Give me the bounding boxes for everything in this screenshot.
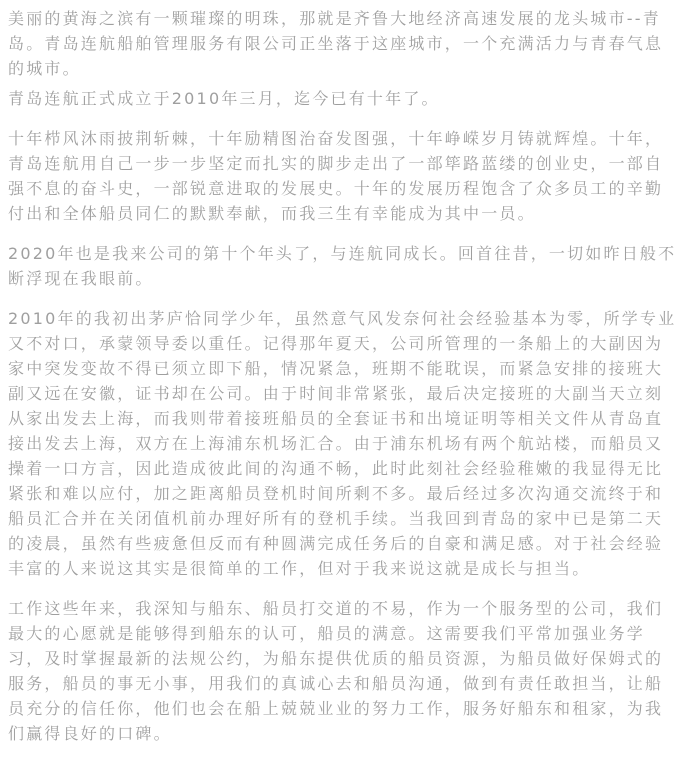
paragraph-2010-story: 2010年的我初出茅庐恰同学少年，虽然意气风发奈何社会经验基本为零，所学专业又不对口，承蒙领导委以重任。记得那年夏天，公司所管理的一条船上的大副因为家中突发变故不得已须立即下船，情况紧急，班期不能耽误，而紧急安排的接班大副又远在安徽，证书却在公司。由于时间非常紧张，最后决定接班的大副当天立刻从家出发去上海，而我则带着接班船员的全套证书和出境证明等相关文件从青岛直接出发去上海，双方在上海浦东机场汇合。由于浦东机场有两个航站楼，而船员又操着一口方言，因此造成彼此间的沟通不畅，此时此刻社会经验稚嫩的我显得无比紧张和难以应付，加之距离船员登机时间所剩不多。最后经过多次沟通交流终于和船员汇合并在关闭值机前办理好所有的登机手续。当我回到青岛的家中已是第二天的凌晨，虽然有些疲惫但反而有种圆满完成任务后的自豪和满足感。对于社会经验丰富的人来说这其实是很简单的工作，但对于我来说这就是成长与担当。 [8, 309, 677, 578]
paragraph-work-reflection: 工作这些年来，我深知与船东、船员打交道的不易，作为一个服务型的公司，我们最大的心愿就是能够得到船东的认可，船员的满意。这需要我们平常加强业务学习，及时掌握最新的法规公约，为船东提供优质的船员资源，为船员做好保姆式的服务，船员的事无小事，用我们的真诚心去和船员沟通，做到有责任敢担当，让船员充分的信任你，他们也会在船上兢兢业业的努力工作，服务好船东和租家，为我们赢得良好的口碑。 [8, 599, 664, 743]
paragraph-ten-year-history: 十年栉风沐雨披荆斩棘，十年励精图治奋发图强，十年峥嵘岁月铸就辉煌。十年，青岛连航用自己一步一步坚定而扎实的脚步走出了一部筚路蓝缕的创业史，一部自强不息的奋斗史，一部锐意进取的发展史。十年的发展历程饱含了众多员工的辛勤付出和全体船员同仁的默默奉献，而我三生有幸能成为其中一员。 [8, 129, 664, 223]
paragraph-company-founding: 青岛连航正式成立于2010年三月，迄今已有十年了。 [8, 89, 440, 108]
paragraph-intro-qingdao: 美丽的黄海之滨有一颗璀璨的明珠，那就是齐鲁大地经济高速发展的龙头城市--青岛。青岛连航船舶管理服务有限公司正坐落于这座城市，一个充满活力与青春气息的城市。 [8, 9, 664, 78]
paragraph-tenth-anniversary: 2020年也是我来公司的第十个年头了，与连航同成长。回首往昔，一切如昨日般不断浮现在我眼前。 [8, 244, 677, 288]
